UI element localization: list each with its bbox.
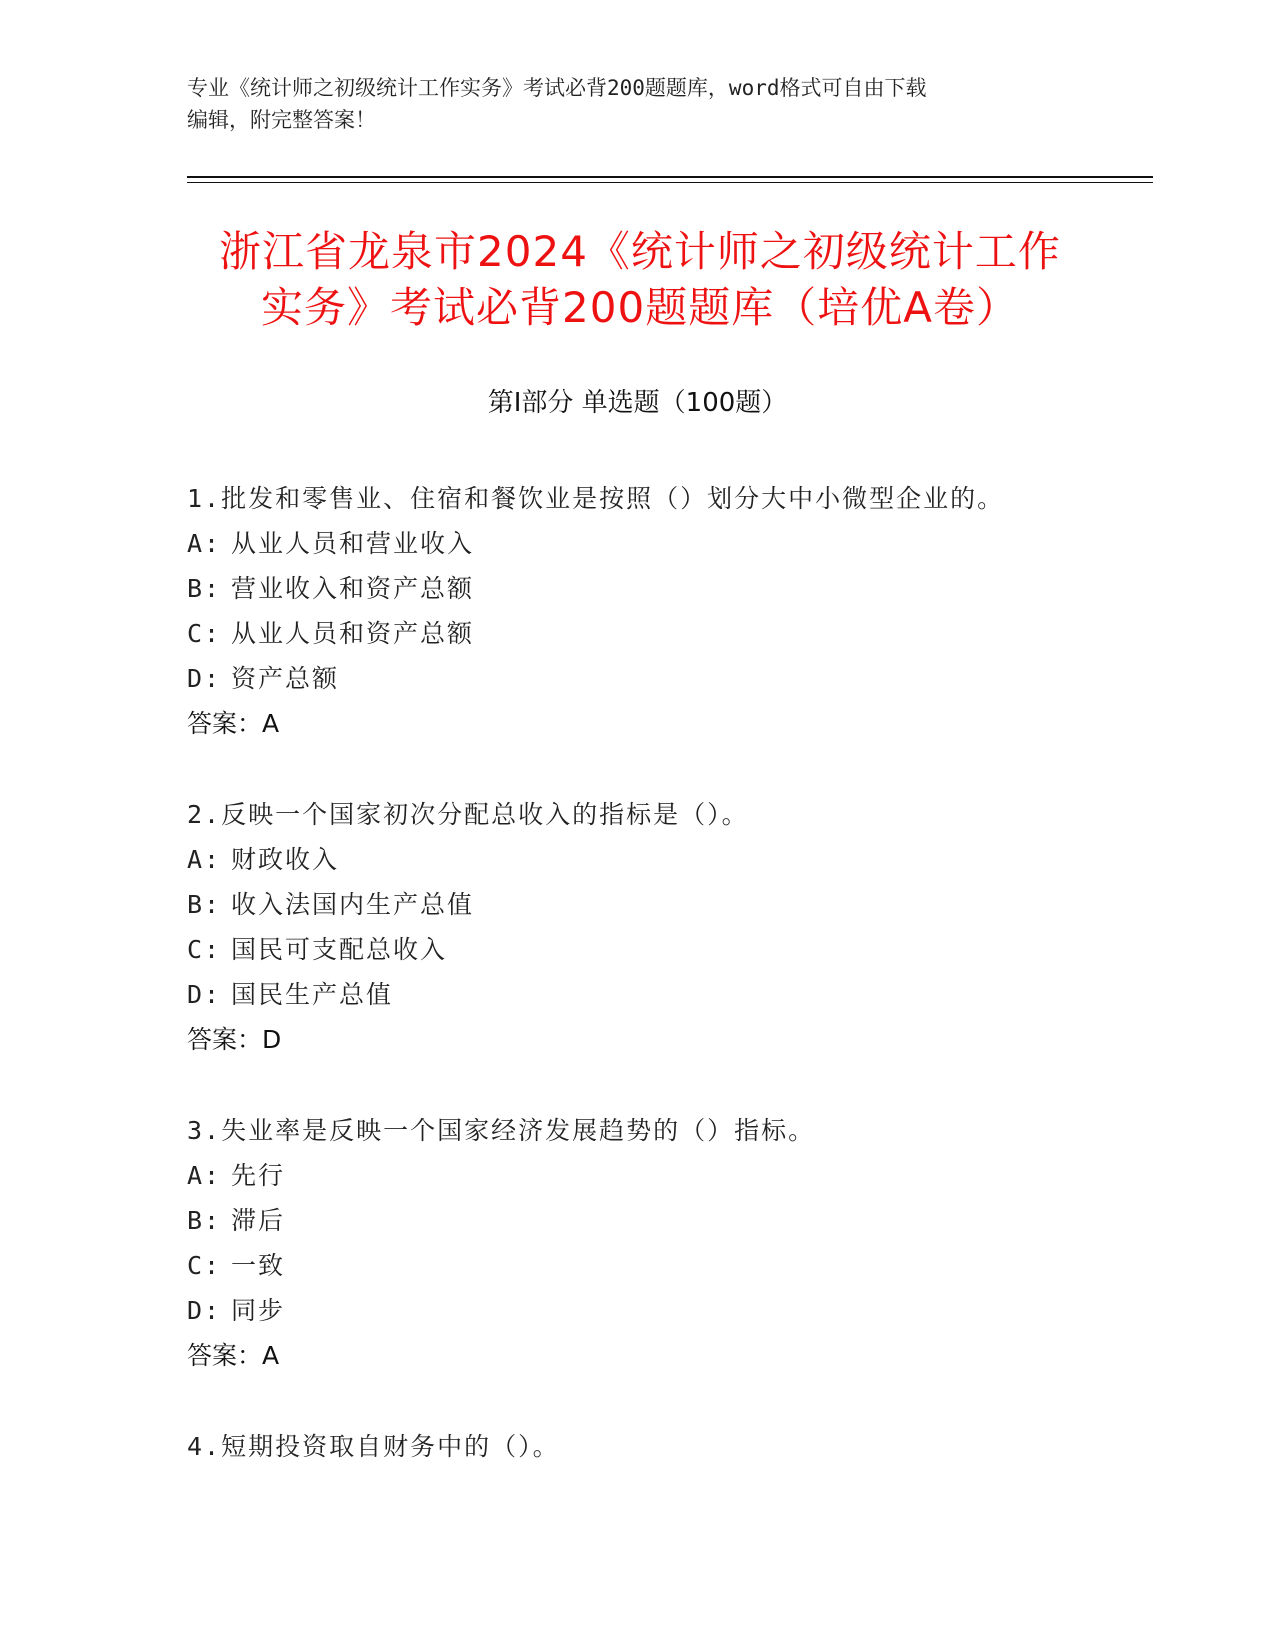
question-list (187, 476, 1137, 1515)
option-d (187, 656, 1137, 701)
option-text: 滞后 (231, 1206, 286, 1235)
option-b (187, 566, 1137, 611)
option-text: 资产总额 (231, 664, 340, 693)
option-text: 先行 (231, 1161, 286, 1190)
answer-value: A (262, 1341, 280, 1370)
section-heading: 第Ⅰ部分 单选题（100题） (487, 388, 788, 418)
option-letter: D: (187, 980, 222, 1009)
header-note-line-2: 编辑，附完整答案！ (187, 108, 376, 132)
option-text: 一致 (231, 1251, 286, 1280)
option-text: 从业人员和营业收入 (231, 529, 475, 558)
option-text: 收入法国内生产总值 (231, 890, 475, 919)
option-text: 同步 (231, 1296, 286, 1325)
option-text: 财政收入 (231, 845, 340, 874)
question-1 (187, 476, 1137, 746)
option-letter: B: (187, 574, 222, 603)
answer-label: 答案： (187, 1025, 263, 1054)
answer-label: 答案： (187, 1341, 263, 1370)
answer-value: D (262, 1025, 282, 1054)
question-stem: 2.反映一个国家初次分配总收入的指标是（）。 (187, 800, 749, 829)
question-stem: 3.失业率是反映一个国家经济发展趋势的（）指标。 (187, 1116, 816, 1145)
header-note-line-1: 专业《统计师之初级统计工作实务》考试必背200题题库，word格式可自由下载 (187, 76, 927, 100)
option-c (187, 927, 1137, 972)
answer-line (187, 1333, 1137, 1378)
option-letter: C: (187, 619, 222, 648)
question-3 (187, 1108, 1137, 1378)
option-b (187, 882, 1137, 927)
document-title-line-2: 实务》考试必背200题题库（培优A卷） (261, 283, 1019, 332)
header-note (187, 72, 1087, 136)
question-stem: 1.批发和零售业、住宿和餐饮业是按照（）划分大中小微型企业的。 (187, 484, 1005, 513)
option-d (187, 1288, 1137, 1333)
option-letter: A: (187, 845, 222, 874)
answer-line (187, 1017, 1137, 1062)
option-letter: B: (187, 1206, 222, 1235)
option-a (187, 837, 1137, 882)
answer-line (187, 701, 1137, 746)
question-4 (187, 1424, 1137, 1469)
answer-label: 答案： (187, 709, 263, 738)
option-c (187, 611, 1137, 656)
option-letter: A: (187, 529, 222, 558)
option-d (187, 972, 1137, 1017)
option-a (187, 1153, 1137, 1198)
option-letter: D: (187, 1296, 222, 1325)
option-a (187, 521, 1137, 566)
header-divider-thin (187, 182, 1153, 183)
option-text: 从业人员和资产总额 (231, 619, 475, 648)
answer-value: A (262, 709, 280, 738)
option-b (187, 1198, 1137, 1243)
header-divider-thick (187, 176, 1153, 178)
document-title-line-1: 浙江省龙泉市2024《统计师之初级统计工作 (219, 227, 1061, 276)
option-letter: B: (187, 890, 222, 919)
option-letter: C: (187, 935, 222, 964)
option-c (187, 1243, 1137, 1288)
option-text: 国民可支配总收入 (231, 935, 448, 964)
option-text: 营业收入和资产总额 (231, 574, 475, 603)
option-text: 国民生产总值 (231, 980, 394, 1009)
option-letter: D: (187, 664, 222, 693)
option-letter: A: (187, 1161, 222, 1190)
document-title (190, 224, 1090, 336)
option-letter: C: (187, 1251, 222, 1280)
question-stem: 4.短期投资取自财务中的（）。 (187, 1432, 560, 1461)
question-2 (187, 792, 1137, 1062)
